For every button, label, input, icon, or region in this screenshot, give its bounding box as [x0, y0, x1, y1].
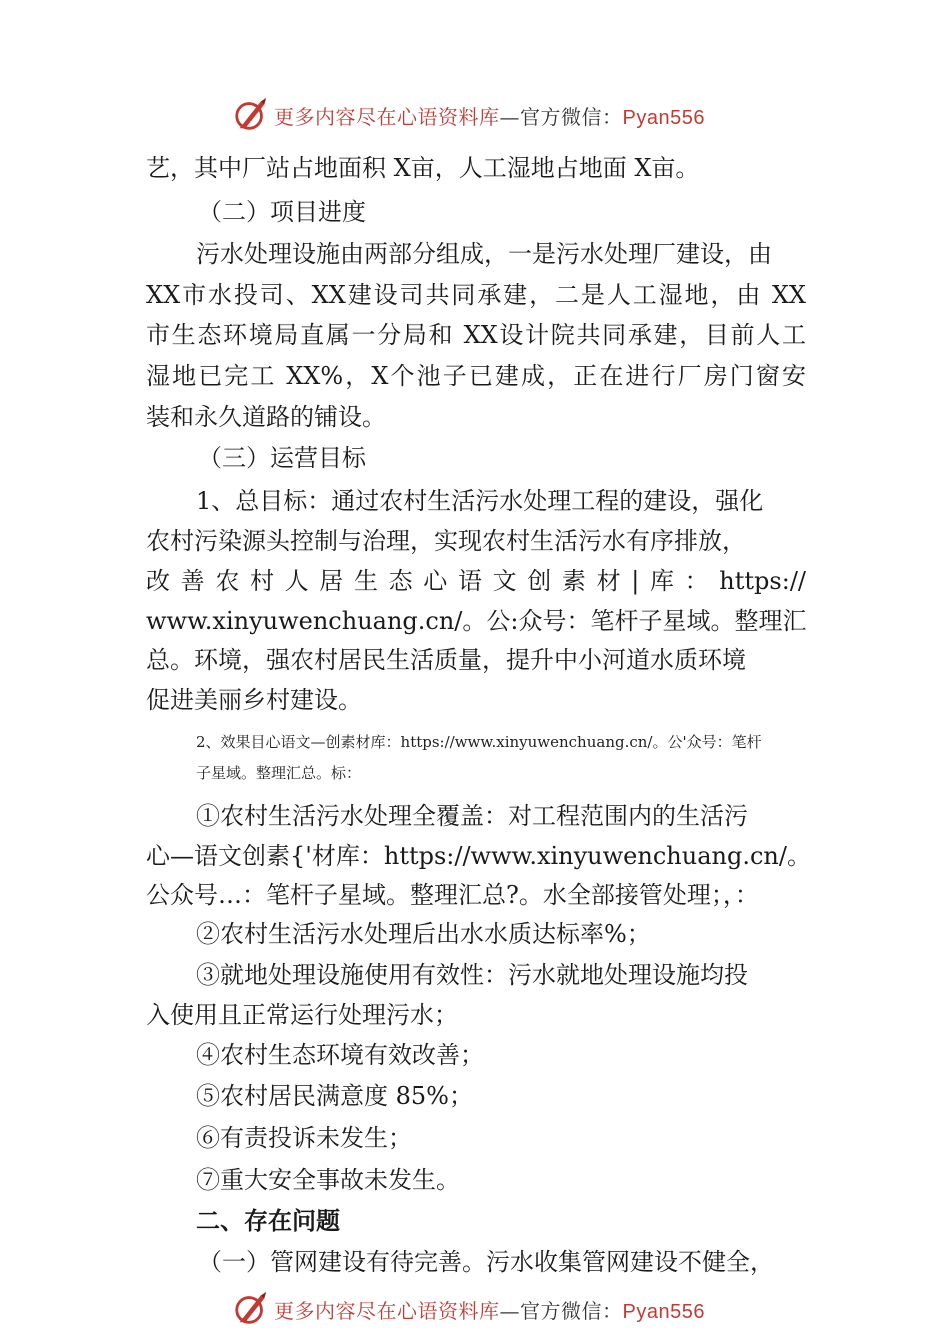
banner-title: 更多内容尽在心语资料库	[274, 1298, 500, 1323]
text-line: 1、总目标：通过农村生活污水处理工程的建设，强化	[196, 487, 764, 515]
text-line: ②农村生活污水处理后出水水质达标率%；	[196, 920, 651, 948]
banner-wechat-id: Pyan556	[622, 106, 705, 129]
text-line: 湿地已完工 XX%，X个池子已建成，正在进行厂房门窗安	[146, 362, 806, 390]
footer-watermark-banner	[232, 1289, 732, 1329]
text-line: ④农村生态环境有效改善；	[196, 1041, 484, 1069]
text-line: 市生态环境局直属一分局和 XX设计院共同承建，目前人工	[146, 321, 806, 349]
text-line: 心—语文创素{'材库：https://www.xinyuwenchuang.cn/。	[146, 842, 811, 870]
text-line: ⑦重大安全事故未发生。	[196, 1166, 460, 1194]
banner-wechat-id: Pyan556	[622, 1300, 705, 1323]
text-line: 总。环境，强农村居民生活质量，提升中小河道水质环境	[146, 646, 746, 674]
banner-label: —官方微信：	[499, 1298, 623, 1323]
quill-logo-icon	[232, 1290, 270, 1328]
text-line: ③就地处理设施使用有效性：污水就地处理设施均投	[196, 961, 748, 989]
text-line: 公众号…：笔杆子星域。整理汇总?。水全部接管处理；，：	[146, 881, 759, 909]
text-line: 改善农村人居生态心语文创素材|库：https://	[146, 567, 806, 595]
section-heading: （三）运营目标	[198, 444, 366, 472]
text-line: ⑤农村居民满意度 85%；	[196, 1082, 473, 1110]
text-line: ①农村生活污水处理全覆盖：对工程范围内的生活污	[196, 802, 748, 830]
section-heading: （二）项目进度	[198, 198, 366, 226]
text-line: 污水处理设施由两部分组成，一是污水处理厂建设，由	[196, 240, 772, 268]
quill-logo-icon	[232, 96, 270, 134]
text-line-small: 2、效果目心语文—创素材库：https://www.xinyuwenchuang.cn/。公'众号：笔杆	[196, 733, 762, 751]
text-line: XX市水投司、XX建设司共同承建，二是人工湿地，由 XX	[146, 281, 806, 309]
text-line: ⑥有责投诉未发生；	[196, 1124, 412, 1152]
text-line: 农村污染源头控制与治理，实现农村生活污水有序排放，	[146, 527, 746, 555]
text-line: www.xinyuwenchuang.cn/。公:众号：笔杆子星域。整理汇	[146, 607, 807, 635]
text-line: 装和永久道路的铺设。	[146, 403, 386, 431]
text-line: 入使用且正常运行处理污水；	[146, 1001, 458, 1029]
text-line: 促进美丽乡村建设。	[146, 686, 362, 714]
banner-title: 更多内容尽在心语资料库	[274, 104, 500, 129]
text-line: 艺，其中厂站占地面积 X亩，人工湿地占地面 X亩。	[146, 154, 700, 182]
text-line: （一）管网建设有待完善。污水收集管网建设不健全，	[198, 1248, 774, 1276]
text-line-small: 子星域。整理汇总。标：	[196, 764, 362, 782]
banner-label: —官方微信：	[499, 104, 623, 129]
header-watermark-banner	[232, 95, 732, 135]
chapter-heading: 二、存在问题	[196, 1206, 340, 1235]
